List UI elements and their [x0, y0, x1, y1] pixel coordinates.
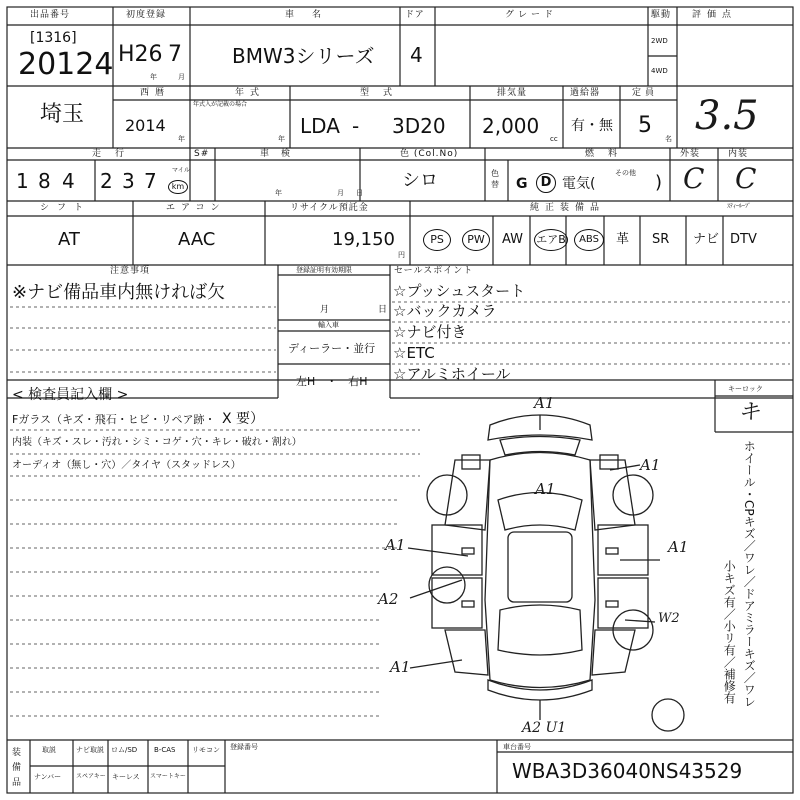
equip-dtv: DTV: [730, 232, 757, 247]
inspector-glass: Fガラス（キズ・飛石・ヒビ・リペア跡・: [12, 413, 216, 426]
footer-col3-top: ロム/SD: [111, 746, 138, 754]
car-name: BMW3シリーズ: [232, 44, 375, 68]
mark-left-quarter: A1: [390, 658, 411, 676]
import-label: 輸入車: [318, 321, 339, 329]
sales-item-2: ☆バックカメラ: [393, 302, 497, 320]
lot-label: 出品番号: [30, 10, 71, 20]
first-reg-year-unit: 年: [150, 73, 157, 81]
equip-leather: 革: [616, 232, 630, 247]
notes-label: 注意事項: [110, 266, 151, 276]
displacement-label: 排気量: [497, 88, 528, 98]
color-value: シロ: [402, 170, 438, 191]
inspector-interior: 内装（キズ・スレ・汚れ・シミ・コゲ・穴・キレ・破れ・割れ）: [12, 437, 302, 448]
reg-expiry-month: 月: [320, 305, 330, 315]
fuel-other: その他: [615, 169, 636, 177]
mark-left-rear-door: A2: [378, 590, 399, 608]
turbo-label: 過給器: [570, 88, 601, 98]
footer-col2-bottom: スペアキー: [76, 773, 106, 780]
fuel-label: 燃料: [585, 149, 632, 159]
footer-col4-top: B-CAS: [154, 746, 176, 754]
color-change-label: 色替: [491, 169, 499, 189]
grade-label: グレード: [505, 10, 558, 20]
shift-value: AT: [58, 229, 80, 250]
inspector-glass-mark: X 要）: [222, 411, 265, 427]
aircon-value: AAC: [178, 229, 216, 250]
recycle-value: 19,150: [332, 229, 395, 250]
mileage-digit-3: 4: [62, 169, 75, 193]
shaken-label: 車検: [260, 149, 303, 159]
seireki-label: 西暦: [140, 88, 171, 98]
area-value: 埼玉: [40, 102, 85, 127]
drive-4wd: 4WD: [651, 67, 668, 75]
first-reg-era-year: H26: [118, 42, 163, 67]
notes-text: ※ナビ備品車内無ければ欠: [12, 282, 226, 303]
mileage-digit-6: 7: [144, 169, 157, 193]
footer-col1-top: 取説: [42, 746, 56, 754]
shaken-day-unit: 日: [356, 189, 363, 197]
mark-front: A1: [534, 394, 555, 412]
mark-left-front-door: A1: [385, 536, 406, 554]
sales-item-5: ☆アルミホイール: [393, 365, 511, 383]
model-type-prefix: LDA: [300, 114, 340, 138]
footer-col5-top: リモコン: [192, 746, 220, 754]
sales-label: セールスポイント: [394, 266, 474, 276]
shift-label: シフト: [40, 203, 92, 213]
keylock-value: キ: [738, 400, 761, 425]
exterior-value: C: [683, 162, 705, 195]
color-label: 色 (Col.No): [400, 149, 459, 159]
first-reg-label: 初度登録: [126, 10, 167, 20]
side-note-1: ホイール・CPキズ／ワレ／ドアミラーキズ／ワレ: [742, 440, 757, 708]
mark-hood: A1: [535, 480, 556, 498]
score-label: 評価点: [692, 10, 738, 20]
equip-sr: SR: [652, 232, 670, 247]
keylock-label: キーロック: [728, 385, 763, 393]
footer-col4-bottom: スマートキー: [150, 773, 186, 780]
mileage-digit-1: 1: [16, 169, 29, 193]
drive-label: 駆動: [651, 10, 672, 20]
fuel-close: ): [655, 172, 663, 193]
interior-value: C: [735, 162, 757, 195]
mileage-unit-mile: マイル: [172, 167, 190, 174]
footer-reg-label: 登録番号: [230, 743, 258, 751]
reg-expiry-day: 日: [378, 305, 388, 315]
capacity-value: 5: [638, 113, 652, 138]
inspector-audio: オーディオ（無し・穴）／タイヤ（スタッドレス）: [12, 460, 241, 471]
footer-vin: WBA3D36040NS43529: [512, 759, 743, 783]
shaken-month-unit: 月: [337, 189, 344, 197]
capacity-label: 定員: [632, 88, 659, 98]
model-type-sep: -: [352, 114, 360, 138]
auction-code: [1316]: [30, 30, 77, 46]
mileage-unit-km: km: [168, 180, 188, 194]
interior-label: 内装: [728, 149, 749, 159]
first-reg-month: 7: [168, 42, 182, 67]
exterior-label: 外装: [680, 149, 701, 159]
footer-col2-top: ナビ取説: [76, 746, 104, 754]
fuel-g: G: [516, 176, 528, 192]
equipment-extra-label: ｽﾃｨｰﾙｰﾌﾞ: [727, 203, 752, 210]
turbo-value: 有・無: [571, 118, 613, 134]
equip-pw: PW: [462, 229, 490, 251]
drive-2wd: 2WD: [651, 37, 668, 45]
shaken-year-unit: 年: [275, 189, 282, 197]
sales-item-1: ☆プッシュスタート: [393, 282, 526, 300]
mark-right-rear-wheel: W2: [658, 611, 680, 626]
mileage-digit-4: 2: [100, 169, 113, 193]
seireki-unit: 年: [178, 135, 185, 143]
import-handle: 左H ・ 右H: [296, 375, 368, 388]
footer-col3-bottom: キーレス: [112, 773, 140, 781]
model-year-label: 年式: [235, 88, 266, 98]
equip-ps: PS: [423, 229, 451, 251]
fuel-electric: 電気(: [562, 176, 596, 192]
sales-item-4: ☆ETC: [393, 344, 435, 362]
first-reg-month-unit: 月: [178, 73, 185, 81]
equip-aw: AW: [502, 232, 524, 247]
sw-label: S#: [194, 149, 210, 159]
model-type-code: 3D20: [392, 114, 446, 138]
equipment-label: 純正装備品: [530, 203, 606, 213]
mark-right-door: A1: [668, 538, 689, 556]
capacity-unit: 名: [665, 135, 672, 143]
import-dealer: ディーラー・並行: [288, 342, 376, 355]
footer-section-label: 装備品: [12, 748, 22, 788]
model-type-label: 型式: [360, 88, 407, 98]
equip-abs: ABS: [574, 229, 604, 251]
doors-label: ドア: [405, 10, 425, 20]
sales-item-3: ☆ナビ付き: [393, 323, 467, 341]
mileage-digit-2: 8: [38, 169, 51, 193]
aircon-label: エアコン: [166, 203, 226, 213]
mark-right-front: A1: [640, 456, 661, 474]
doors-value: 4: [410, 43, 423, 67]
recycle-unit: 円: [398, 251, 405, 259]
car-name-label: 車名: [285, 10, 340, 20]
mileage-label: 走行: [92, 149, 139, 159]
recycle-label: リサイクル預託金: [290, 203, 369, 213]
reg-expiry-label: 登録証明有効期限: [296, 266, 352, 274]
seireki-value: 2014: [125, 116, 166, 135]
equip-airbag: エアB: [534, 229, 568, 251]
footer-vin-label: 車台番号: [503, 743, 531, 751]
model-year-unit: 年: [278, 135, 285, 143]
side-note-2: 小キズ有／小リ有／補修有: [722, 560, 737, 704]
model-year-note: 年式入が記載の場合: [193, 101, 248, 108]
displacement-value: 2,000: [482, 114, 540, 138]
mileage-digit-5: 3: [122, 169, 135, 193]
inspector-label: < 検査員記入欄 >: [12, 387, 129, 403]
displacement-unit: cc: [550, 135, 558, 143]
mark-rear: A2 U1: [522, 720, 567, 736]
equip-navi: ナビ: [693, 232, 720, 247]
lot-number: 20124: [18, 47, 114, 82]
footer-col1-bottom: ナンバー: [34, 773, 62, 781]
score-value: 3.5: [695, 93, 759, 139]
fuel-diesel: D: [536, 173, 556, 193]
